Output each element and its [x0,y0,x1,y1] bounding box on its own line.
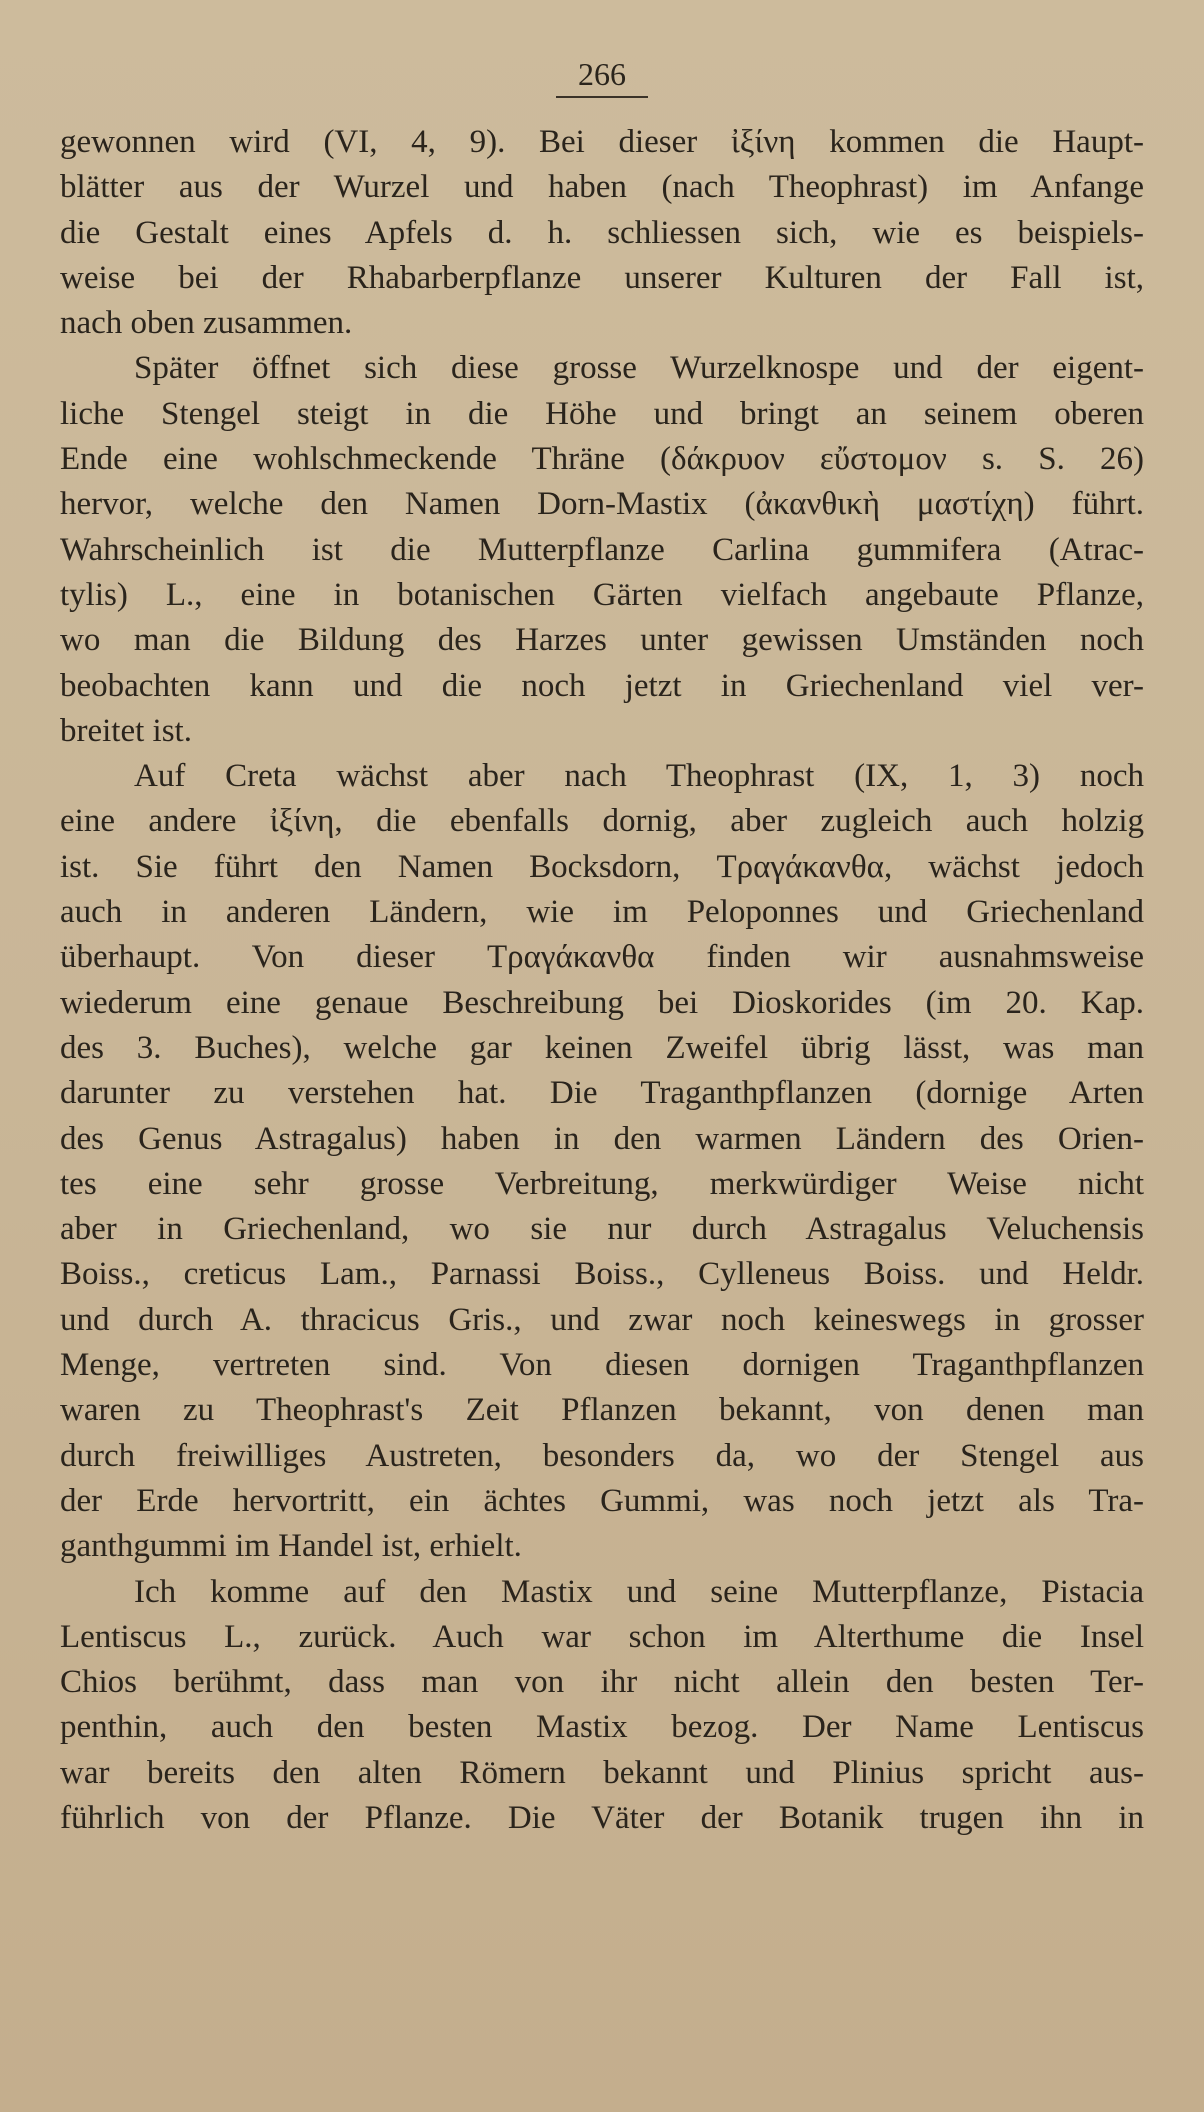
text-line: penthin, auch den besten Mastix bezog. Der Name Lentiscus [60,1709,1144,1746]
text-line: der Erde hervortritt, ein ächtes Gummi, was noch jetzt als Tra- [60,1482,1144,1519]
text-line: weise bei der Rhabarberpflanze unserer Kulturen der Fall ist, [60,259,1144,296]
text-line: Menge, vertreten sind. Von diesen dornigen Traganthpflanzen [60,1347,1144,1384]
page-number-text: 266 [556,54,648,98]
text-line: war bereits den alten Römern bekannt und Plinius spricht aus- [60,1754,1144,1791]
text-line: Ich komme auf den Mastix und seine Mutterpflanze, Pistacia [134,1573,1144,1610]
text-line: nach oben zusammen. [60,305,353,342]
text-line: ist. Sie führt den Namen Bocksdorn, Τραγάκανθα, wächst jedoch [60,848,1144,885]
text-line: und durch A. thracicus Gris., und zwar noch keineswegs in grosser [60,1301,1144,1338]
text-line: führlich von der Pflanze. Die Väter der Botanik trugen ihn in [60,1799,1144,1836]
text-line: tylis) L., eine in botanischen Gärten vielfach angebaute Pflanze, [60,576,1144,613]
text-line: breitet ist. [60,712,192,749]
text-line: Auf Creta wächst aber nach Theophrast (IX, 1, 3) noch [134,758,1144,795]
text-line: eine andere ἰξίνη, die ebenfalls dornig, aber zugleich auch holzig [60,803,1144,840]
page-number [60,54,1144,98]
text-line: wiederum eine genaue Beschreibung bei Dioskorides (im 20. Kap. [60,984,1144,1021]
text-line: Wahrscheinlich ist die Mutterpflanze Carlina gummifera (Atrac- [60,531,1144,568]
text-line: gewonnen wird (VI, 4, 9). Bei dieser ἰξίνη kommen die Haupt- [60,124,1144,160]
text-line: Lentiscus L., zurück. Auch war schon im Alterthume die Insel [60,1618,1144,1655]
text-line: aber in Griechenland, wo sie nur durch Astragalus Veluchensis [60,1211,1144,1248]
text-line: Chios berühmt, dass man von ihr nicht allein den besten Ter- [60,1664,1144,1701]
text-line: des 3. Buches), welche gar keinen Zweifel übrig lässt, was man [60,1029,1144,1066]
text-line: tes eine sehr grosse Verbreitung, merkwürdiger Weise nicht [60,1165,1144,1202]
text-line: Ende eine wohlschmeckende Thräne (δάκρυον εὔστομον s. S. 26) [60,441,1144,478]
text-line: hervor, welche den Namen Dorn-Mastix (ἀκανθικὴ μαστίχη) führt. [60,486,1144,523]
body-text [60,120,1144,1841]
text-line: die Gestalt eines Apfels d. h. schliessen sich, wie es beispiels- [60,214,1144,251]
text-line: darunter zu verstehen hat. Die Traganthpflanzen (dornige Arten [60,1075,1144,1112]
text-line: auch in anderen Ländern, wie im Peloponnes und Griechenland [60,894,1144,931]
text-line: wo man die Bildung des Harzes unter gewissen Umständen noch [60,622,1144,659]
text-line: Boiss., creticus Lam., Parnassi Boiss., Cylleneus Boiss. und Heldr. [60,1256,1144,1293]
text-line: waren zu Theophrast's Zeit Pflanzen bekannt, von denen man [60,1392,1144,1429]
text-line: blätter aus der Wurzel und haben (nach Theophrast) im Anfange [60,169,1144,206]
text-line: des Genus Astragalus) haben in den warmen Ländern des Orien- [60,1120,1144,1157]
text-line: ganthgummi im Handel ist, erhielt. [60,1528,522,1565]
text-line: überhaupt. Von dieser Τραγάκανθα finden wir ausnahmsweise [60,939,1144,976]
text-line: durch freiwilliges Austreten, besonders da, wo der Stengel aus [60,1437,1144,1474]
text-line: liche Stengel steigt in die Höhe und bringt an seinem oberen [60,395,1144,432]
text-line: beobachten kann und die noch jetzt in Griechenland viel ver- [60,667,1144,704]
text-line: Später öffnet sich diese grosse Wurzelknospe und der eigent- [134,350,1144,387]
